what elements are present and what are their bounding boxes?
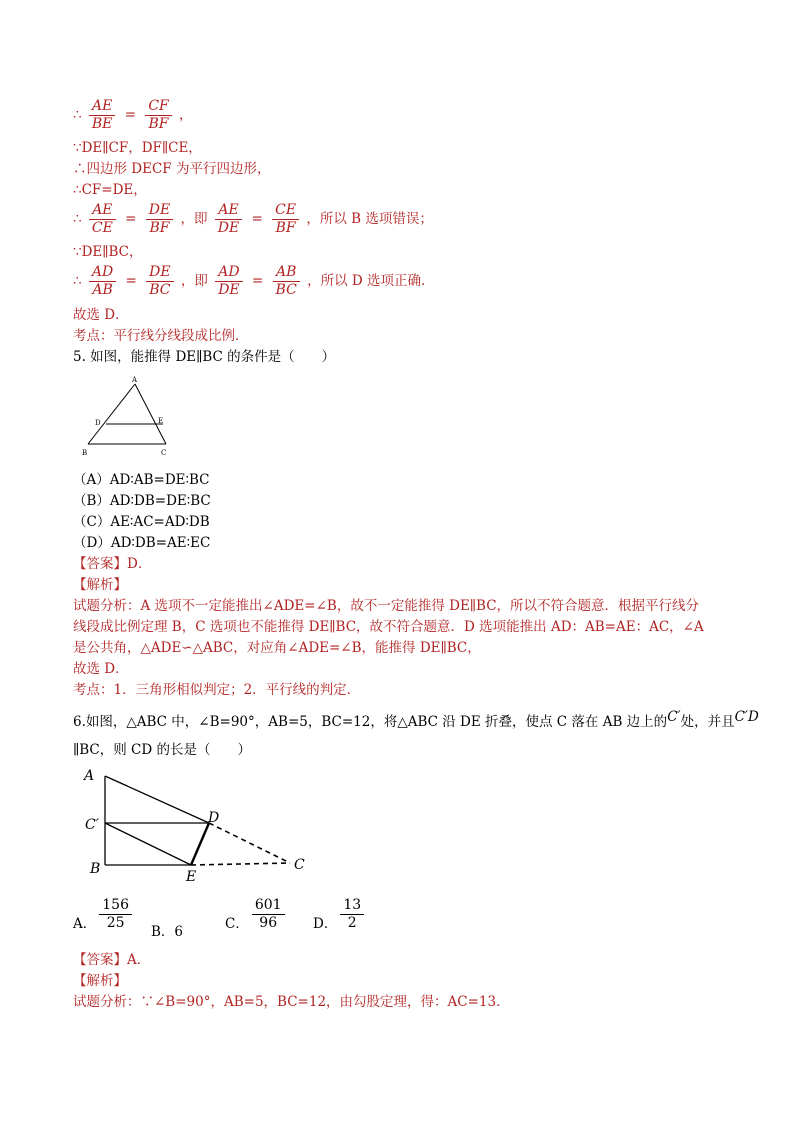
denominator: DE <box>215 281 242 299</box>
label-e: E <box>158 417 164 425</box>
segment-c-prime-e <box>105 823 191 865</box>
stem-text: 处，并且 <box>680 714 735 730</box>
numerator: AD <box>218 264 240 280</box>
numerator: DE <box>149 264 171 280</box>
dashed-ec <box>191 863 290 865</box>
fraction <box>215 264 242 299</box>
label-c: C <box>294 857 305 873</box>
c-prime-symbol: C′ <box>667 709 681 725</box>
numerator: CF <box>148 98 169 114</box>
fraction <box>272 202 299 237</box>
label-d: D <box>208 810 220 826</box>
stem-text: 6.如图，△ABC 中，∠B=90°，AB=5，BC=12，将△ABC 沿 DE 折叠，使点 C 落在 AB 边上的 <box>73 714 668 730</box>
denominator: BE <box>89 115 116 133</box>
option-letter: A． <box>73 916 97 932</box>
q5-point: 考点：1．三角形相似判定；2．平行线的判定． <box>73 682 361 698</box>
q5-option-d: （D）AD∶DB=AE∶EC <box>73 535 211 551</box>
text-line-8: 故选 D． <box>73 307 129 323</box>
equals: = <box>125 211 137 227</box>
q5-analysis-tag: 【解析】 <box>73 577 127 593</box>
label-d: D <box>95 419 101 427</box>
q5-analysis-line-1: 试题分析：A 选项不一定能推出∠ADE=∠B，故不一定能推得 DE∥BC，所以不符合题意．根据平行线分 <box>73 598 700 614</box>
denominator: AB <box>89 281 116 299</box>
punct: ， <box>179 107 193 123</box>
q5-triangle-figure <box>78 373 178 459</box>
fraction <box>252 897 285 932</box>
denominator: 96 <box>252 914 285 932</box>
fraction <box>89 264 116 299</box>
fraction <box>89 202 116 237</box>
q5-analysis-line-3: 是公共角，△ADE∽△ABC，对应角∠ADE=∠B，能推得 DE∥BC， <box>73 640 481 656</box>
denominator: BC <box>273 281 300 299</box>
fraction <box>340 897 364 932</box>
equals: = <box>251 211 263 227</box>
label-a: A <box>84 768 95 784</box>
fraction <box>89 98 116 133</box>
side-ab <box>88 384 135 444</box>
numerator: AD <box>91 264 114 280</box>
text-line-4: ∴CF=DE， <box>73 182 147 198</box>
answer-value: D． <box>127 556 152 572</box>
fraction <box>146 264 173 299</box>
option-letter: C． <box>225 916 249 932</box>
q5-option-a: （A）AD∶AB=DE∶BC <box>73 472 210 488</box>
q6-option-b: B．6 <box>151 924 184 940</box>
fraction <box>146 202 173 237</box>
text: ，即 <box>180 273 208 289</box>
denominator: BC <box>146 281 173 299</box>
denominator: BF <box>146 219 173 237</box>
label-b: B <box>90 861 101 877</box>
text-line-9: 考点：平行线分线段成比例． <box>73 328 249 344</box>
fold-line-de <box>191 823 209 865</box>
text-line-2: ∵DE∥CF，DF∥CE， <box>73 140 202 156</box>
fraction <box>99 897 132 932</box>
text-line-3: ∴四边形 DECF 为平行四边形， <box>73 161 271 177</box>
c-prime-d-symbol: C′D <box>734 709 759 725</box>
q6-option-a <box>73 897 135 932</box>
numerator: AE <box>92 202 113 218</box>
q5-analysis-line-4: 故选 D． <box>73 661 129 677</box>
text: ，所以 B 选项错误； <box>306 211 433 227</box>
q6-stem-line-1 <box>73 709 759 731</box>
fraction <box>145 98 171 133</box>
therefore-symbol: ∴ <box>73 107 82 123</box>
denominator: 25 <box>99 914 132 932</box>
denominator: BF <box>272 219 299 237</box>
numerator: AE <box>218 202 239 218</box>
numerator: AE <box>91 98 113 114</box>
text: ，所以 D 选项正确． <box>307 273 435 289</box>
label-c: C <box>161 449 167 457</box>
denominator: CE <box>89 219 116 237</box>
q6-answer <box>73 951 150 969</box>
q5-option-b: （B）AD∶DB=DE∶BC <box>73 493 211 509</box>
equals: = <box>124 107 137 123</box>
text-line-6: ∵DE∥BC， <box>73 244 143 260</box>
q5-option-c: （C）AE∶AC=AD∶DB <box>73 514 210 530</box>
equals: = <box>125 273 137 289</box>
q5-analysis-line-2: 线段成比例定理 B，C 选项也不能推得 DE∥BC，故不符合题意．D 选项能推出 AD：AB=AE：AC，∠A <box>73 619 704 635</box>
q5-stem: 5. 如图，能推得 DE∥BC 的条件是（ ） <box>73 349 336 365</box>
ratio-line-1 <box>73 98 193 133</box>
therefore-symbol: ∴ <box>73 211 82 227</box>
q6-analysis-line-1: 试题分析：∵∠B=90°，AB=5，BC=12，由勾股定理，得：AC=13． <box>73 994 510 1010</box>
denominator: BF <box>145 115 171 133</box>
answer-value: A． <box>127 952 151 968</box>
ratio-line-5 <box>73 202 433 237</box>
numerator: 601 <box>254 897 282 913</box>
side-ad <box>105 776 209 823</box>
dashed-dc <box>209 823 290 863</box>
label-a: A <box>132 376 138 384</box>
numerator: 156 <box>102 897 129 913</box>
q6-option-d <box>313 897 367 932</box>
q6-option-c <box>225 897 288 932</box>
equals: = <box>251 273 264 289</box>
label-c-prime: C′ <box>85 817 99 833</box>
text: ，即 <box>180 211 208 227</box>
option-letter: D． <box>313 916 338 932</box>
denominator: 2 <box>340 914 364 932</box>
answer-tag: 【答案】 <box>73 952 127 968</box>
numerator: CE <box>275 202 297 218</box>
q5-answer <box>73 555 151 573</box>
numerator: 13 <box>343 897 362 913</box>
q6-fold-figure <box>78 762 318 886</box>
denominator: DE <box>215 219 242 237</box>
q6-analysis-tag: 【解析】 <box>73 973 127 989</box>
answer-tag: 【答案】 <box>73 556 127 572</box>
therefore-symbol: ∴ <box>73 273 82 289</box>
numerator: DE <box>148 202 171 218</box>
numerator: AB <box>275 264 297 280</box>
label-b: B <box>82 449 88 457</box>
ratio-line-7 <box>73 264 435 299</box>
fraction <box>215 202 242 237</box>
side-ac <box>135 384 166 444</box>
fraction <box>273 264 300 299</box>
q6-stem-line-2: ∥BC，则 CD 的长是（ ） <box>73 742 251 758</box>
label-e: E <box>186 869 197 885</box>
